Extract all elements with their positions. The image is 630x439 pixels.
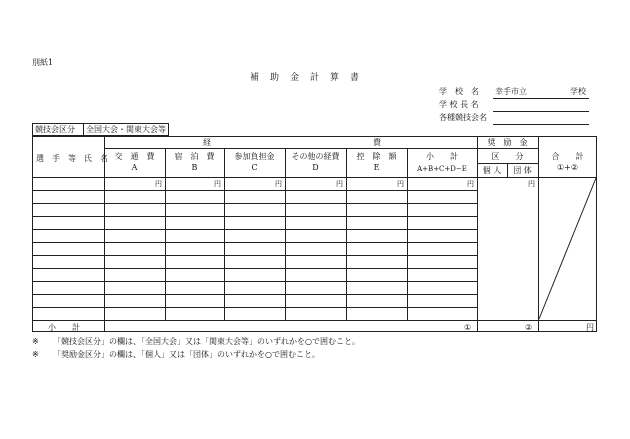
header-bottom-line xyxy=(32,177,597,178)
encourage-title: 奨 励 金 xyxy=(487,138,528,147)
unit-deduction: 円 xyxy=(397,180,404,188)
principal-label: 学 校 長 名 xyxy=(439,100,479,109)
subtotal-mark-2: ② xyxy=(525,323,533,332)
col-transport-label: 交 通 費 xyxy=(114,152,155,161)
principal-name-field[interactable] xyxy=(493,111,589,112)
note-mark-1: ※ xyxy=(32,337,39,346)
table-row[interactable] xyxy=(32,216,477,217)
table-row[interactable] xyxy=(32,190,477,191)
total-label: 合 計 xyxy=(551,152,584,161)
total-diagonal xyxy=(538,177,597,320)
unit-lodging: 円 xyxy=(214,180,221,188)
unit-other: 円 xyxy=(336,180,343,188)
table-row[interactable] xyxy=(32,281,477,282)
encourage-group[interactable]: 団 体 xyxy=(513,166,532,175)
subtotal-row-line xyxy=(32,320,597,321)
encourage-individual[interactable]: 個 人 xyxy=(482,166,502,175)
table-row[interactable] xyxy=(32,242,477,243)
expense-group-divider xyxy=(104,148,477,149)
col-other-label: その他の経費 xyxy=(291,152,340,161)
unit-transport: 円 xyxy=(155,180,162,188)
col-transport-code: A xyxy=(131,163,138,172)
subtotal-label: 小 計 xyxy=(48,323,80,332)
event-name-label: 各種競技会名 xyxy=(439,113,487,122)
page-title: 補 助 金 計 算 書 xyxy=(250,73,361,83)
unit-fee: 円 xyxy=(275,180,282,188)
col-deduction-label: 控 除 額 xyxy=(356,152,397,161)
col-lodging-code: B xyxy=(191,163,198,172)
subtotal-mark-1: ① xyxy=(464,323,472,332)
table-row[interactable] xyxy=(32,203,477,204)
note-text-1: 「競技会区分」の欄は、「全国大会」又は「関東大会等」のいずれかを○で囲むこと。 xyxy=(53,337,360,346)
expense-group-right: 費 xyxy=(373,138,381,147)
subtotal-unit: 円 xyxy=(586,323,594,332)
unit-encourage: 円 xyxy=(528,180,535,188)
col-deduction-code: E xyxy=(373,163,380,172)
unit-subtotal: 円 xyxy=(467,180,474,188)
encourage-title-divider xyxy=(477,148,538,149)
col-fee-label: 参加負担金 xyxy=(234,152,275,161)
table-row[interactable] xyxy=(32,294,477,295)
col-other-code: D xyxy=(312,163,319,172)
category-divider xyxy=(83,123,84,136)
table-row[interactable] xyxy=(32,268,477,269)
name-header: 選 手 等 氏 名 xyxy=(36,154,108,163)
table-row[interactable] xyxy=(32,229,477,230)
school-suffix: 学校 xyxy=(570,87,586,96)
event-name-field[interactable] xyxy=(493,124,589,125)
note-mark-2: ※ xyxy=(32,350,39,359)
category-value[interactable]: 全国大会・関東大会等 xyxy=(86,125,166,134)
form-id: 別紙1 xyxy=(32,58,54,67)
school-name-label: 学 校 名 xyxy=(439,87,479,96)
expense-group-left: 経 xyxy=(203,138,211,147)
category-label: 競技会区分 xyxy=(35,125,75,134)
encourage-sub: 区 分 xyxy=(491,152,524,161)
school-prefix: 幸手市立 xyxy=(495,87,527,96)
school-name-underline[interactable] xyxy=(493,98,589,99)
col-lodging-label: 宿 泊 費 xyxy=(174,152,215,161)
col-subtotal-label: 小 計 xyxy=(426,152,458,161)
col-subtotal-code: A+B+C+D−E xyxy=(417,165,467,173)
table-row[interactable] xyxy=(32,255,477,256)
table-row[interactable] xyxy=(32,307,477,308)
note-text-2: 「奨励金区分」の欄は、「個人」又は「団体」のいずれかを○で囲むこと。 xyxy=(53,350,320,359)
col-fee-code: C xyxy=(251,163,258,172)
total-formula: ①+② xyxy=(556,163,579,172)
